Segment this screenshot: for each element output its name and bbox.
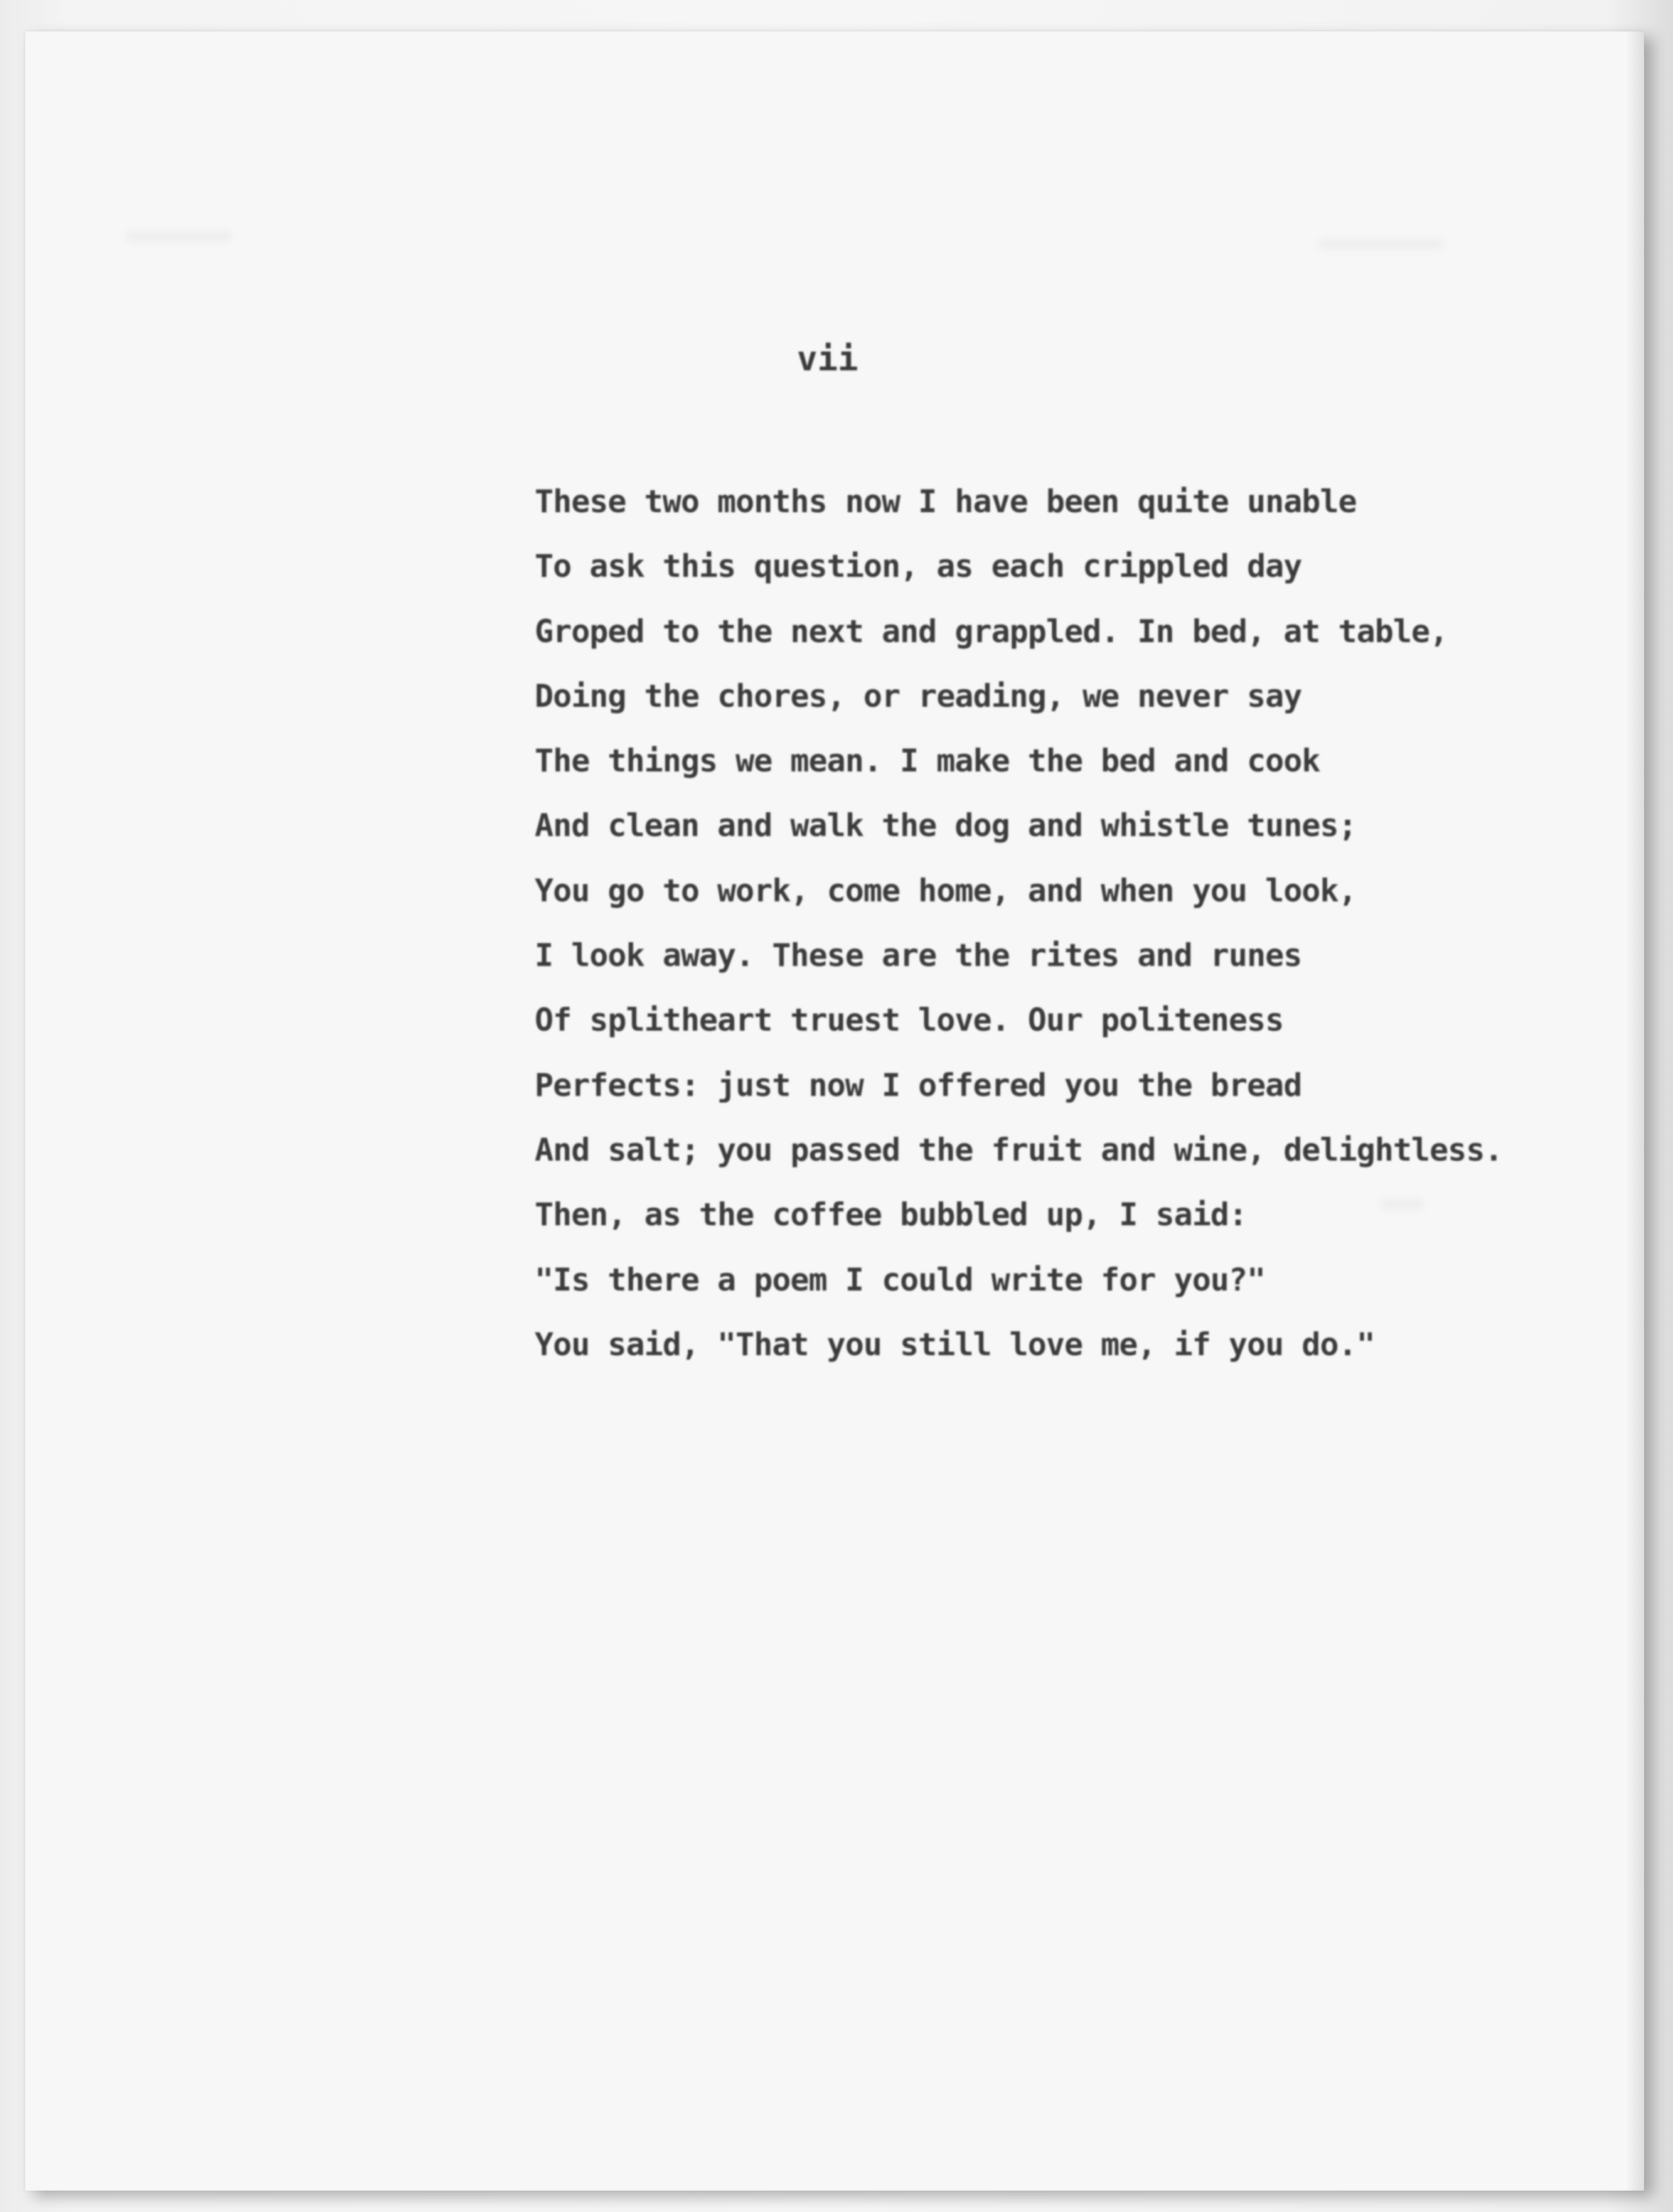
poem-line: And clean and walk the dog and whistle tunes; [535, 807, 1357, 844]
poem-text [535, 470, 1502, 1377]
poem-line: "Is there a poem I could write for you?" [535, 1261, 1266, 1298]
poem-line: And salt; you passed the fruit and wine, delightless. [535, 1131, 1503, 1168]
page-edge-shadow [1625, 31, 1644, 2191]
page-number: vii [797, 339, 858, 379]
poem-line: These two months now I have been quite unable [535, 483, 1357, 520]
poem-line: Then, as the coffee bubbled up, I said: [535, 1196, 1247, 1233]
poem-line: I look away. These are the rites and runes [535, 937, 1302, 974]
poem-line: Of splitheart truest love. Our politeness [535, 1002, 1284, 1039]
poem-line: Doing the chores, or reading, we never say [535, 677, 1302, 714]
bleed-through-mark [126, 231, 232, 242]
bleed-through-mark [1318, 239, 1443, 250]
poem-line: The things we mean. I make the bed and cook [535, 743, 1320, 780]
poem-line: Perfects: just now I offered you the bread [535, 1066, 1302, 1103]
poem-line: You go to work, come home, and when you look, [535, 872, 1357, 909]
poem-line: To ask this question, as each crippled day [535, 548, 1302, 585]
poem-line: You said, "That you still love me, if you do." [535, 1326, 1375, 1363]
poem-line: Groped to the next and grappled. In bed, at table, [535, 613, 1448, 650]
